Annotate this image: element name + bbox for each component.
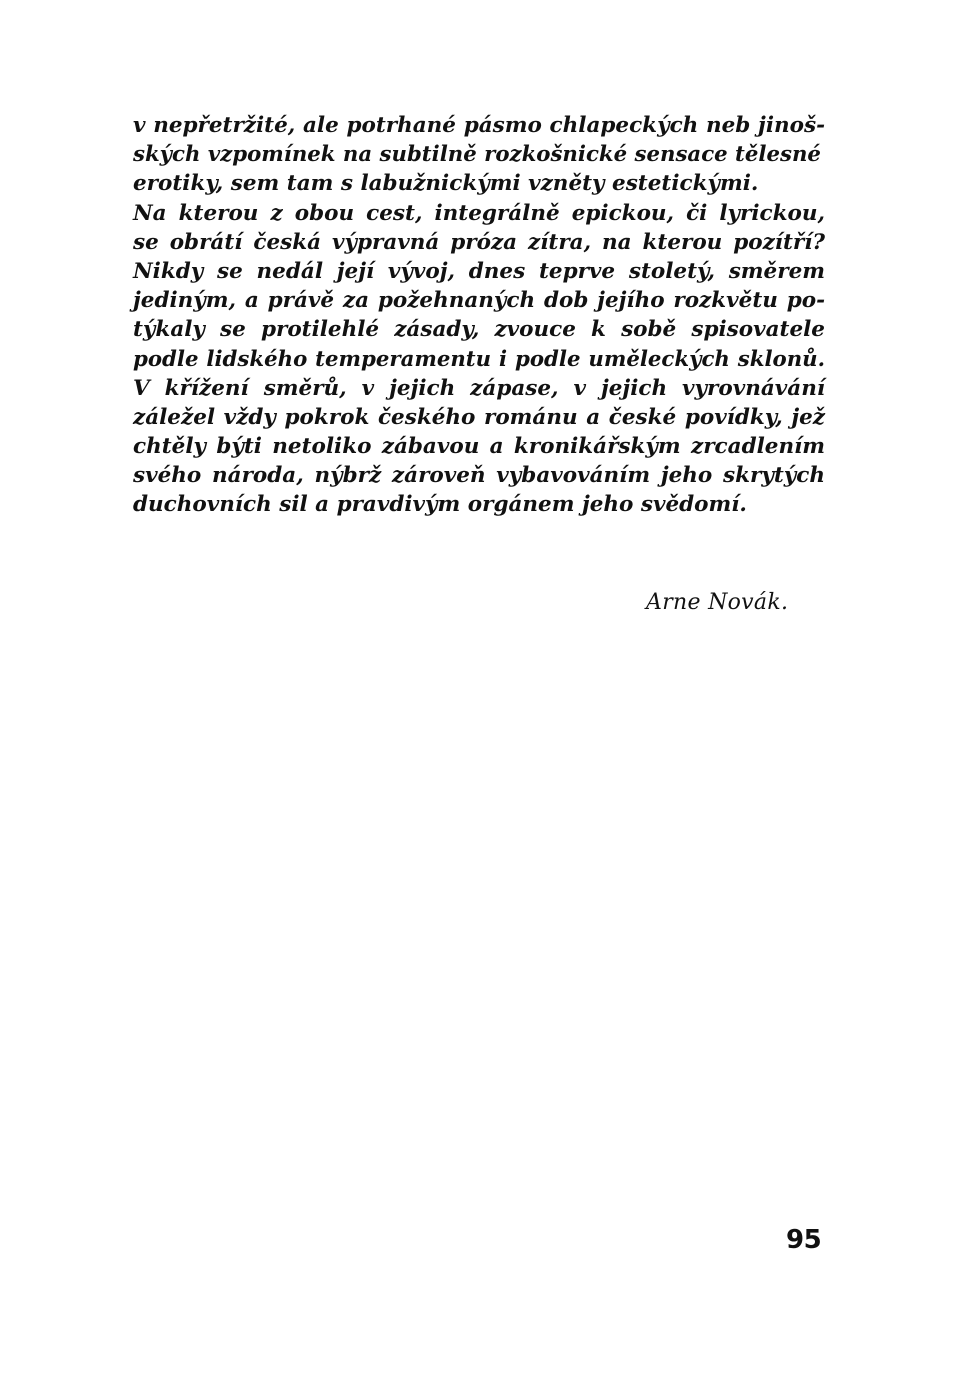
text-line: týkaly se protilehlé zásady, zvouce k sobě spisovatele: [133, 317, 825, 343]
text-line: v nepřetržité, ale potrhané pásmo chlapeckých neb jinoš-: [133, 113, 825, 138]
text-line: se obrátí česká výpravná próza zítra, na kterou pozítří?: [133, 229, 825, 255]
text-line: svého národa, nýbrž zároveň vybavováním jeho skrytých: [133, 463, 825, 489]
text-line: chtěly býti netoliko zábavou a kronikářským zrcadlením: [133, 434, 825, 460]
page-number: 95: [786, 1225, 822, 1255]
text-line: ských vzpomínek na subtilně rozkošnické sensace tělesné: [133, 142, 821, 168]
text-line: záležel vždy pokrok českého románu a české povídky, jež: [133, 404, 825, 430]
text-line: erotiky, sem tam s labužnickými vzněty estetickými.: [133, 171, 759, 197]
body-text: [133, 111, 825, 520]
text-line: podle lidského temperamentu i podle uměleckých sklonů.: [133, 346, 825, 372]
text-line: duchovních sil a pravdivým orgánem jeho svědomí.: [133, 492, 747, 518]
author-signature: Arne Novák.: [646, 590, 789, 615]
text-line: Na kterou z obou cest, integrálně epickou, či lyrickou,: [133, 200, 825, 226]
text-line: Nikdy se nedál její vývoj, dnes teprve stoletý, směrem: [133, 258, 825, 284]
text-line: jediným, a právě za požehnaných dob jejího rozkvětu po-: [133, 288, 825, 314]
text-line: V křížení směrů, v jejich zápase, v jejich vyrovnávání: [133, 375, 825, 401]
